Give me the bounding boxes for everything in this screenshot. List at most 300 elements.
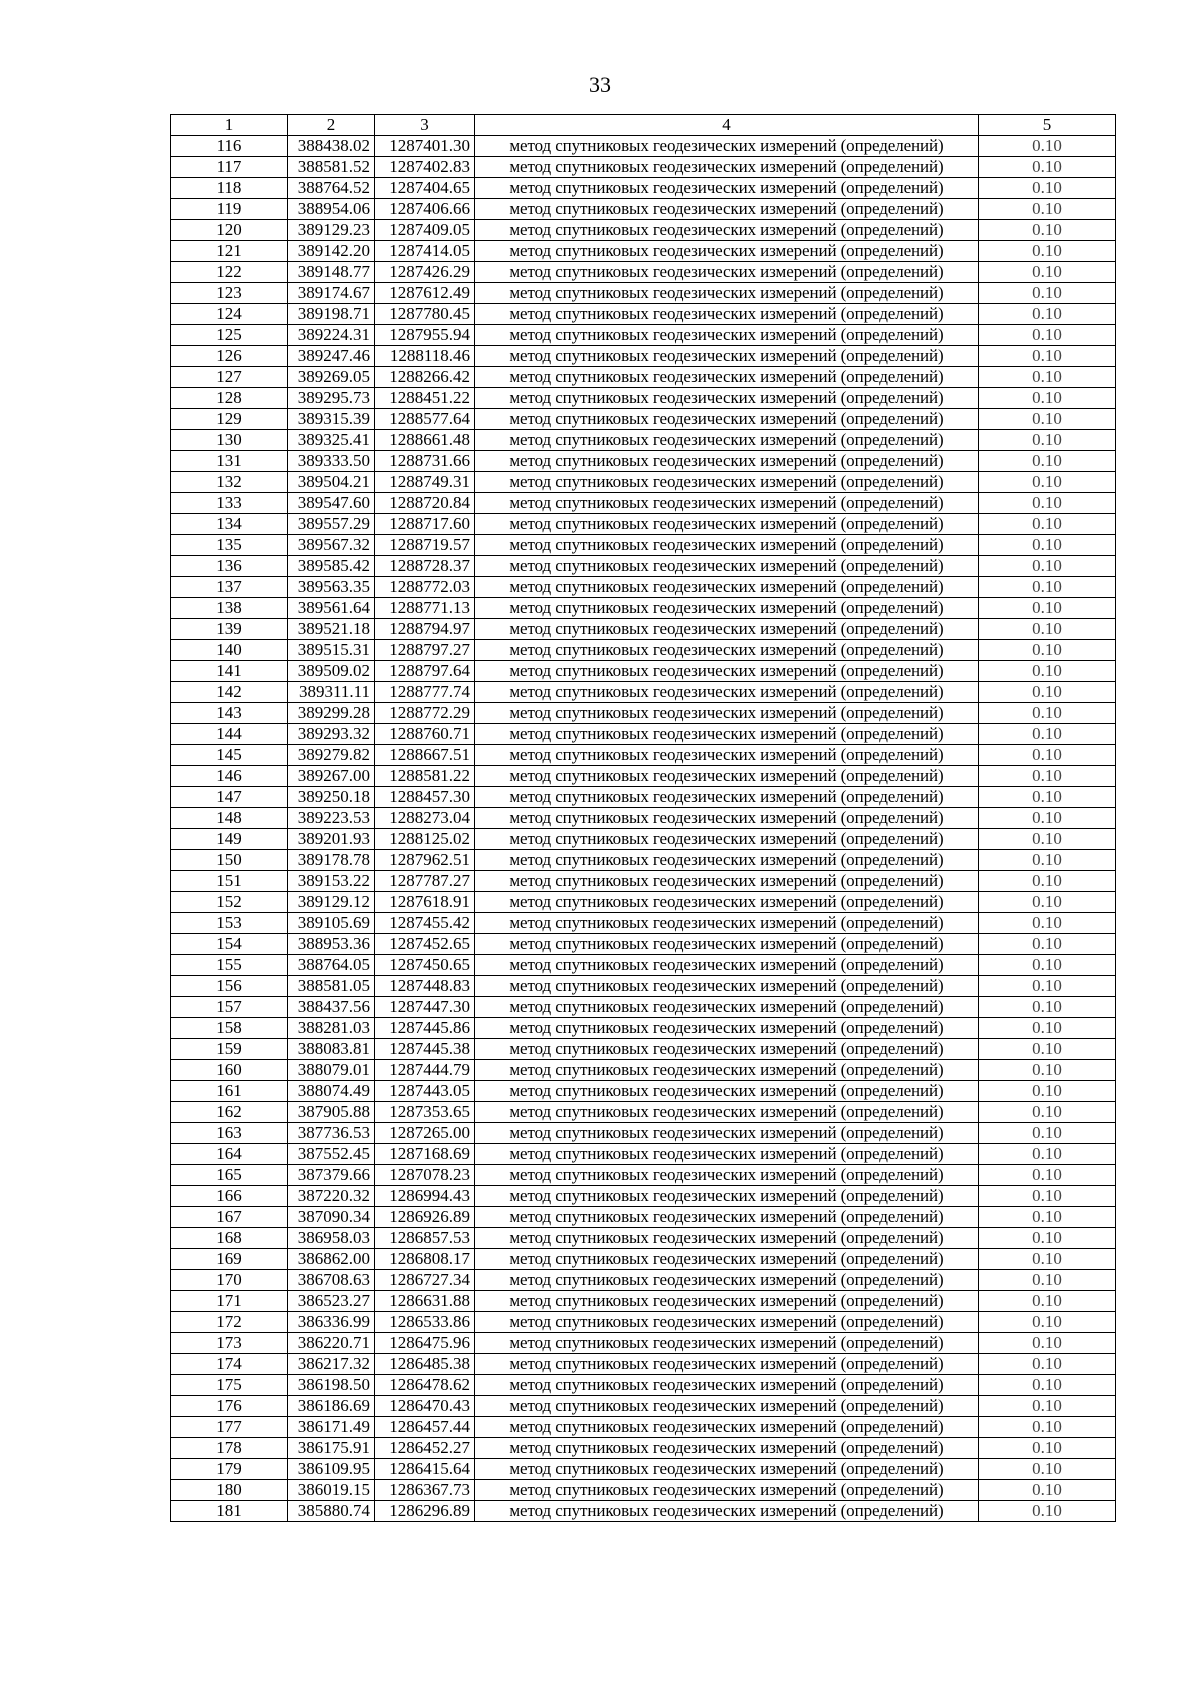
table-row [171, 1438, 1116, 1459]
table-row [171, 409, 1116, 430]
x-coordinate-cell: 388953.36 [288, 934, 375, 955]
table-row [171, 1291, 1116, 1312]
x-coordinate-cell: 389293.32 [288, 724, 375, 745]
x-coordinate-cell: 389515.31 [288, 640, 375, 661]
x-coordinate-cell: 389563.35 [288, 577, 375, 598]
table-row [171, 1018, 1116, 1039]
method-cell: метод спутниковых геодезических измерений (определений) [475, 388, 979, 409]
method-cell: метод спутниковых геодезических измерений (определений) [475, 304, 979, 325]
method-cell: метод спутниковых геодезических измерений (определений) [475, 220, 979, 241]
header-row [171, 115, 1116, 136]
accuracy-cell: 0.10 [979, 472, 1116, 493]
table-row [171, 577, 1116, 598]
method-cell: метод спутниковых геодезических измерений (определений) [475, 724, 979, 745]
table-row [171, 535, 1116, 556]
x-coordinate-cell: 388438.02 [288, 136, 375, 157]
header-col-1: 1 [171, 115, 288, 136]
accuracy-cell: 0.10 [979, 1459, 1116, 1480]
point-number-cell: 170 [171, 1270, 288, 1291]
method-cell: метод спутниковых геодезических измерений (определений) [475, 1291, 979, 1312]
accuracy-cell: 0.10 [979, 871, 1116, 892]
point-number-cell: 133 [171, 493, 288, 514]
method-cell: метод спутниковых геодезических измерений (определений) [475, 871, 979, 892]
table-row [171, 1480, 1116, 1501]
y-coordinate-cell: 1287962.51 [375, 850, 475, 871]
method-cell: метод спутниковых геодезических измерений (определений) [475, 1438, 979, 1459]
y-coordinate-cell: 1286533.86 [375, 1312, 475, 1333]
point-number-cell: 125 [171, 325, 288, 346]
method-cell: метод спутниковых геодезических измерений (определений) [475, 598, 979, 619]
point-number-cell: 117 [171, 157, 288, 178]
accuracy-cell: 0.10 [979, 724, 1116, 745]
table-row [171, 1417, 1116, 1438]
point-number-cell: 136 [171, 556, 288, 577]
y-coordinate-cell: 1287448.83 [375, 976, 475, 997]
y-coordinate-cell: 1288577.64 [375, 409, 475, 430]
accuracy-cell: 0.10 [979, 787, 1116, 808]
point-number-cell: 118 [171, 178, 288, 199]
point-number-cell: 127 [171, 367, 288, 388]
x-coordinate-cell: 389201.93 [288, 829, 375, 850]
point-number-cell: 161 [171, 1081, 288, 1102]
table-row [171, 1144, 1116, 1165]
method-cell: метод спутниковых геодезических измерений (определений) [475, 493, 979, 514]
accuracy-cell: 0.10 [979, 1186, 1116, 1207]
x-coordinate-cell: 386217.32 [288, 1354, 375, 1375]
method-cell: метод спутниковых геодезических измерений (определений) [475, 136, 979, 157]
table-row [171, 346, 1116, 367]
x-coordinate-cell: 388581.05 [288, 976, 375, 997]
x-coordinate-cell: 387220.32 [288, 1186, 375, 1207]
method-cell: метод спутниковых геодезических измерений (определений) [475, 1228, 979, 1249]
method-cell: метод спутниковых геодезических измерений (определений) [475, 850, 979, 871]
x-coordinate-cell: 388437.56 [288, 997, 375, 1018]
y-coordinate-cell: 1288797.27 [375, 640, 475, 661]
method-cell: метод спутниковых геодезических измерений (определений) [475, 745, 979, 766]
accuracy-cell: 0.10 [979, 367, 1116, 388]
x-coordinate-cell: 388281.03 [288, 1018, 375, 1039]
y-coordinate-cell: 1288731.66 [375, 451, 475, 472]
point-number-cell: 149 [171, 829, 288, 850]
point-number-cell: 150 [171, 850, 288, 871]
accuracy-cell: 0.10 [979, 640, 1116, 661]
point-number-cell: 169 [171, 1249, 288, 1270]
y-coordinate-cell: 1288125.02 [375, 829, 475, 850]
table-row [171, 283, 1116, 304]
x-coordinate-cell: 389129.23 [288, 220, 375, 241]
point-number-cell: 116 [171, 136, 288, 157]
method-cell: метод спутниковых геодезических измерений (определений) [475, 283, 979, 304]
accuracy-cell: 0.10 [979, 766, 1116, 787]
accuracy-cell: 0.10 [979, 241, 1116, 262]
method-cell: метод спутниковых геодезических измерений (определений) [475, 325, 979, 346]
y-coordinate-cell: 1288719.57 [375, 535, 475, 556]
table-row [171, 724, 1116, 745]
y-coordinate-cell: 1288772.03 [375, 577, 475, 598]
accuracy-cell: 0.10 [979, 955, 1116, 976]
x-coordinate-cell: 389224.31 [288, 325, 375, 346]
method-cell: метод спутниковых геодезических измерений (определений) [475, 178, 979, 199]
method-cell: метод спутниковых геодезических измерений (определений) [475, 1165, 979, 1186]
table-row [171, 1312, 1116, 1333]
x-coordinate-cell: 387552.45 [288, 1144, 375, 1165]
y-coordinate-cell: 1288717.60 [375, 514, 475, 535]
table-row [171, 1039, 1116, 1060]
x-coordinate-cell: 386336.99 [288, 1312, 375, 1333]
point-number-cell: 126 [171, 346, 288, 367]
method-cell: метод спутниковых геодезических измерений (определений) [475, 157, 979, 178]
table-row [171, 514, 1116, 535]
accuracy-cell: 0.10 [979, 1018, 1116, 1039]
accuracy-cell: 0.10 [979, 451, 1116, 472]
accuracy-cell: 0.10 [979, 1270, 1116, 1291]
table-row [171, 367, 1116, 388]
point-number-cell: 156 [171, 976, 288, 997]
accuracy-cell: 0.10 [979, 304, 1116, 325]
table-row [171, 241, 1116, 262]
accuracy-cell: 0.10 [979, 1501, 1116, 1522]
x-coordinate-cell: 389295.73 [288, 388, 375, 409]
method-cell: метод спутниковых геодезических измерений (определений) [475, 682, 979, 703]
x-coordinate-cell: 387905.88 [288, 1102, 375, 1123]
y-coordinate-cell: 1286415.64 [375, 1459, 475, 1480]
accuracy-cell: 0.10 [979, 934, 1116, 955]
accuracy-cell: 0.10 [979, 703, 1116, 724]
x-coordinate-cell: 388074.49 [288, 1081, 375, 1102]
header-col-2: 2 [288, 115, 375, 136]
y-coordinate-cell: 1288661.48 [375, 430, 475, 451]
accuracy-cell: 0.10 [979, 661, 1116, 682]
table-row [171, 871, 1116, 892]
table-row [171, 850, 1116, 871]
point-number-cell: 165 [171, 1165, 288, 1186]
method-cell: метод спутниковых геодезических измерений (определений) [475, 1417, 979, 1438]
y-coordinate-cell: 1287618.91 [375, 892, 475, 913]
header-col-5: 5 [979, 115, 1116, 136]
x-coordinate-cell: 386220.71 [288, 1333, 375, 1354]
point-number-cell: 129 [171, 409, 288, 430]
point-number-cell: 132 [171, 472, 288, 493]
point-number-cell: 124 [171, 304, 288, 325]
x-coordinate-cell: 389148.77 [288, 262, 375, 283]
table-row [171, 178, 1116, 199]
method-cell: метод спутниковых геодезических измерений (определений) [475, 976, 979, 997]
table-row [171, 1333, 1116, 1354]
accuracy-cell: 0.10 [979, 1354, 1116, 1375]
point-number-cell: 160 [171, 1060, 288, 1081]
y-coordinate-cell: 1287445.86 [375, 1018, 475, 1039]
method-cell: метод спутниковых геодезических измерений (определений) [475, 1396, 979, 1417]
y-coordinate-cell: 1288581.22 [375, 766, 475, 787]
table-row [171, 955, 1116, 976]
accuracy-cell: 0.10 [979, 1333, 1116, 1354]
accuracy-cell: 0.10 [979, 1207, 1116, 1228]
header-col-4: 4 [475, 115, 979, 136]
accuracy-cell: 0.10 [979, 1165, 1116, 1186]
method-cell: метод спутниковых геодезических измерений (определений) [475, 1480, 979, 1501]
x-coordinate-cell: 389509.02 [288, 661, 375, 682]
method-cell: метод спутниковых геодезических измерений (определений) [475, 430, 979, 451]
accuracy-cell: 0.10 [979, 388, 1116, 409]
x-coordinate-cell: 389557.29 [288, 514, 375, 535]
table-row [171, 1123, 1116, 1144]
y-coordinate-cell: 1287404.65 [375, 178, 475, 199]
y-coordinate-cell: 1287168.69 [375, 1144, 475, 1165]
table-body [171, 136, 1116, 1522]
point-number-cell: 143 [171, 703, 288, 724]
y-coordinate-cell: 1287447.30 [375, 997, 475, 1018]
accuracy-cell: 0.10 [979, 1123, 1116, 1144]
x-coordinate-cell: 389142.20 [288, 241, 375, 262]
table-row [171, 1165, 1116, 1186]
accuracy-cell: 0.10 [979, 598, 1116, 619]
point-number-cell: 163 [171, 1123, 288, 1144]
point-number-cell: 135 [171, 535, 288, 556]
point-number-cell: 145 [171, 745, 288, 766]
point-number-cell: 134 [171, 514, 288, 535]
table-row [171, 703, 1116, 724]
method-cell: метод спутниковых геодезических измерений (определений) [475, 661, 979, 682]
x-coordinate-cell: 389250.18 [288, 787, 375, 808]
point-number-cell: 154 [171, 934, 288, 955]
x-coordinate-cell: 389129.12 [288, 892, 375, 913]
y-coordinate-cell: 1287265.00 [375, 1123, 475, 1144]
point-number-cell: 171 [171, 1291, 288, 1312]
x-coordinate-cell: 389267.00 [288, 766, 375, 787]
y-coordinate-cell: 1286457.44 [375, 1417, 475, 1438]
method-cell: метод спутниковых геодезических измерений (определений) [475, 346, 979, 367]
point-number-cell: 173 [171, 1333, 288, 1354]
table-row [171, 472, 1116, 493]
method-cell: метод спутниковых геодезических измерений (определений) [475, 640, 979, 661]
x-coordinate-cell: 386175.91 [288, 1438, 375, 1459]
y-coordinate-cell: 1286994.43 [375, 1186, 475, 1207]
method-cell: метод спутниковых геодезических измерений (определений) [475, 619, 979, 640]
point-number-cell: 123 [171, 283, 288, 304]
point-number-cell: 155 [171, 955, 288, 976]
point-number-cell: 122 [171, 262, 288, 283]
table-row [171, 1207, 1116, 1228]
table-row [171, 640, 1116, 661]
table-row [171, 304, 1116, 325]
method-cell: метод спутниковых геодезических измерений (определений) [475, 367, 979, 388]
x-coordinate-cell: 386186.69 [288, 1396, 375, 1417]
table-row [171, 829, 1116, 850]
x-coordinate-cell: 389174.67 [288, 283, 375, 304]
table-row [171, 388, 1116, 409]
table-row [171, 1228, 1116, 1249]
x-coordinate-cell: 388764.05 [288, 955, 375, 976]
point-number-cell: 148 [171, 808, 288, 829]
x-coordinate-cell: 387736.53 [288, 1123, 375, 1144]
method-cell: метод спутниковых геодезических измерений (определений) [475, 1249, 979, 1270]
y-coordinate-cell: 1286926.89 [375, 1207, 475, 1228]
x-coordinate-cell: 389547.60 [288, 493, 375, 514]
accuracy-cell: 0.10 [979, 178, 1116, 199]
y-coordinate-cell: 1288772.29 [375, 703, 475, 724]
method-cell: метод спутниковых геодезических измерений (определений) [475, 241, 979, 262]
point-number-cell: 152 [171, 892, 288, 913]
y-coordinate-cell: 1288771.13 [375, 598, 475, 619]
accuracy-cell: 0.10 [979, 1144, 1116, 1165]
point-number-cell: 159 [171, 1039, 288, 1060]
accuracy-cell: 0.10 [979, 262, 1116, 283]
method-cell: метод спутниковых геодезических измерений (определений) [475, 1375, 979, 1396]
y-coordinate-cell: 1286470.43 [375, 1396, 475, 1417]
table-row [171, 661, 1116, 682]
accuracy-cell: 0.10 [979, 1081, 1116, 1102]
y-coordinate-cell: 1287455.42 [375, 913, 475, 934]
y-coordinate-cell: 1286631.88 [375, 1291, 475, 1312]
x-coordinate-cell: 386862.00 [288, 1249, 375, 1270]
point-number-cell: 180 [171, 1480, 288, 1501]
accuracy-cell: 0.10 [979, 976, 1116, 997]
accuracy-cell: 0.10 [979, 136, 1116, 157]
point-number-cell: 151 [171, 871, 288, 892]
x-coordinate-cell: 388954.06 [288, 199, 375, 220]
accuracy-cell: 0.10 [979, 514, 1116, 535]
y-coordinate-cell: 1287078.23 [375, 1165, 475, 1186]
table-row [171, 808, 1116, 829]
point-number-cell: 142 [171, 682, 288, 703]
table-row [171, 745, 1116, 766]
point-number-cell: 181 [171, 1501, 288, 1522]
table-row [171, 451, 1116, 472]
point-number-cell: 157 [171, 997, 288, 1018]
method-cell: метод спутниковых геодезических измерений (определений) [475, 829, 979, 850]
accuracy-cell: 0.10 [979, 556, 1116, 577]
accuracy-cell: 0.10 [979, 577, 1116, 598]
x-coordinate-cell: 386958.03 [288, 1228, 375, 1249]
accuracy-cell: 0.10 [979, 1396, 1116, 1417]
method-cell: метод спутниковых геодезических измерений (определений) [475, 577, 979, 598]
method-cell: метод спутниковых геодезических измерений (определений) [475, 262, 979, 283]
y-coordinate-cell: 1287406.66 [375, 199, 475, 220]
y-coordinate-cell: 1287612.49 [375, 283, 475, 304]
method-cell: метод спутниковых геодезических измерений (определений) [475, 997, 979, 1018]
point-number-cell: 164 [171, 1144, 288, 1165]
y-coordinate-cell: 1287955.94 [375, 325, 475, 346]
x-coordinate-cell: 388079.01 [288, 1060, 375, 1081]
table-row [171, 1354, 1116, 1375]
y-coordinate-cell: 1288457.30 [375, 787, 475, 808]
method-cell: метод спутниковых геодезических измерений (определений) [475, 535, 979, 556]
accuracy-cell: 0.10 [979, 892, 1116, 913]
method-cell: метод спутниковых геодезических измерений (определений) [475, 1123, 979, 1144]
method-cell: метод спутниковых геодезических измерений (определений) [475, 1039, 979, 1060]
y-coordinate-cell: 1286478.62 [375, 1375, 475, 1396]
method-cell: метод спутниковых геодезических измерений (определений) [475, 451, 979, 472]
page-number: 33 [589, 72, 611, 97]
y-coordinate-cell: 1288266.42 [375, 367, 475, 388]
x-coordinate-cell: 389561.64 [288, 598, 375, 619]
method-cell: метод спутниковых геодезических измерений (определений) [475, 199, 979, 220]
x-coordinate-cell: 389299.28 [288, 703, 375, 724]
point-number-cell: 162 [171, 1102, 288, 1123]
method-cell: метод спутниковых геодезических измерений (определений) [475, 787, 979, 808]
x-coordinate-cell: 389153.22 [288, 871, 375, 892]
y-coordinate-cell: 1287426.29 [375, 262, 475, 283]
accuracy-cell: 0.10 [979, 409, 1116, 430]
point-number-cell: 168 [171, 1228, 288, 1249]
point-number-cell: 141 [171, 661, 288, 682]
accuracy-cell: 0.10 [979, 1060, 1116, 1081]
accuracy-cell: 0.10 [979, 1375, 1116, 1396]
method-cell: метод спутниковых геодезических измерений (определений) [475, 1270, 979, 1291]
method-cell: метод спутниковых геодезических измерений (определений) [475, 1102, 979, 1123]
method-cell: метод спутниковых геодезических измерений (определений) [475, 703, 979, 724]
accuracy-cell: 0.10 [979, 1039, 1116, 1060]
point-number-cell: 130 [171, 430, 288, 451]
y-coordinate-cell: 1286485.38 [375, 1354, 475, 1375]
method-cell: метод спутниковых геодезических измерений (определений) [475, 913, 979, 934]
y-coordinate-cell: 1288749.31 [375, 472, 475, 493]
y-coordinate-cell: 1288760.71 [375, 724, 475, 745]
accuracy-cell: 0.10 [979, 493, 1116, 514]
table-row [171, 1270, 1116, 1291]
x-coordinate-cell: 388083.81 [288, 1039, 375, 1060]
point-number-cell: 121 [171, 241, 288, 262]
table-row [171, 976, 1116, 997]
table-row [171, 997, 1116, 1018]
method-cell: метод спутниковых геодезических измерений (определений) [475, 1018, 979, 1039]
point-number-cell: 177 [171, 1417, 288, 1438]
y-coordinate-cell: 1287452.65 [375, 934, 475, 955]
point-number-cell: 131 [171, 451, 288, 472]
point-number-cell: 158 [171, 1018, 288, 1039]
method-cell: метод спутниковых геодезических измерений (определений) [475, 1186, 979, 1207]
table-row [171, 1375, 1116, 1396]
y-coordinate-cell: 1286857.53 [375, 1228, 475, 1249]
x-coordinate-cell: 386109.95 [288, 1459, 375, 1480]
header-col-3: 3 [375, 115, 475, 136]
x-coordinate-cell: 389269.05 [288, 367, 375, 388]
table-row [171, 430, 1116, 451]
y-coordinate-cell: 1286808.17 [375, 1249, 475, 1270]
x-coordinate-cell: 389198.71 [288, 304, 375, 325]
accuracy-cell: 0.10 [979, 283, 1116, 304]
accuracy-cell: 0.10 [979, 1102, 1116, 1123]
x-coordinate-cell: 386198.50 [288, 1375, 375, 1396]
accuracy-cell: 0.10 [979, 1312, 1116, 1333]
point-number-cell: 179 [171, 1459, 288, 1480]
y-coordinate-cell: 1287414.05 [375, 241, 475, 262]
table-row [171, 1501, 1116, 1522]
x-coordinate-cell: 389223.53 [288, 808, 375, 829]
table-row [171, 1186, 1116, 1207]
method-cell: метод спутниковых геодезических измерений (определений) [475, 472, 979, 493]
y-coordinate-cell: 1288667.51 [375, 745, 475, 766]
x-coordinate-cell: 389247.46 [288, 346, 375, 367]
point-number-cell: 153 [171, 913, 288, 934]
accuracy-cell: 0.10 [979, 199, 1116, 220]
y-coordinate-cell: 1288273.04 [375, 808, 475, 829]
method-cell: метод спутниковых геодезических измерений (определений) [475, 1501, 979, 1522]
point-number-cell: 146 [171, 766, 288, 787]
point-number-cell: 166 [171, 1186, 288, 1207]
x-coordinate-cell: 389279.82 [288, 745, 375, 766]
table-row [171, 1060, 1116, 1081]
method-cell: метод спутниковых геодезических измерений (определений) [475, 1333, 979, 1354]
point-number-cell: 137 [171, 577, 288, 598]
method-cell: метод спутниковых геодезических измерений (определений) [475, 1144, 979, 1165]
y-coordinate-cell: 1287787.27 [375, 871, 475, 892]
table-row [171, 199, 1116, 220]
point-number-cell: 172 [171, 1312, 288, 1333]
accuracy-cell: 0.10 [979, 1417, 1116, 1438]
point-number-cell: 140 [171, 640, 288, 661]
method-cell: метод спутниковых геодезических измерений (определений) [475, 892, 979, 913]
